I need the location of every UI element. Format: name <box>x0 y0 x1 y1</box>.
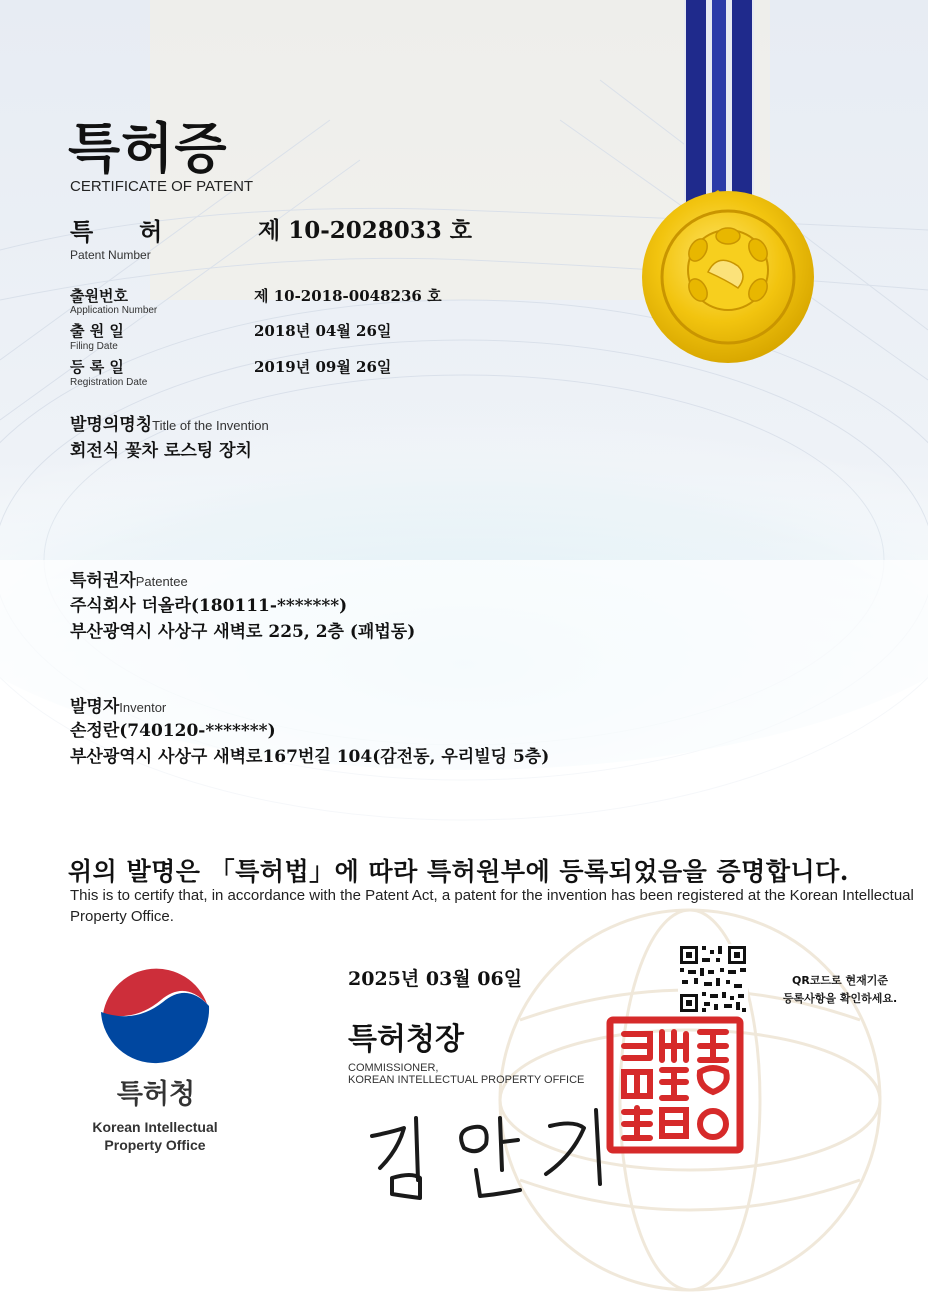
certification-statement-ko: 위의 발명은 「특허법」에 따라 특허원부에 등록되었음을 증명합니다. <box>68 857 849 886</box>
certification-statement-en: This is to certify that, in accordance with the Patent Act, a patent for the invention has been registered at the Korean Intellectual Property Office. <box>70 887 914 925</box>
invention-title-label <box>70 410 269 435</box>
inventor-address: 부산광역시 사상구 새벽로167번길 104(감전동, 우리빌딩 5층) <box>70 747 550 767</box>
filing-date-label: 출 원 일 <box>70 322 124 340</box>
application-number-value: 제 10-2018-0048236 호 <box>254 287 442 305</box>
commissioner-title: 특허청장 <box>348 1022 464 1057</box>
filing-date-value: 2018년 04월 26일 <box>254 322 392 340</box>
patentee-label <box>70 566 188 591</box>
filing-date-label-en: Filing Date <box>70 341 118 352</box>
office-name-ko: 특허청 <box>116 1079 196 1110</box>
qr-note <box>760 972 920 1008</box>
registration-date-label-en: Registration Date <box>70 377 148 388</box>
patentee-address: 부산광역시 사상구 새벽로 225, 2층 (괘법동) <box>70 622 416 642</box>
invention-title-label-ko: 발명의명칭 <box>70 415 153 435</box>
qr-note-line2: 등록사항을 확인하세요. <box>782 992 898 1005</box>
invention-title: 회전식 꽃차 로스팅 장치 <box>70 441 252 461</box>
inventor-label <box>70 692 166 717</box>
patent-number-value: 제 10-2028033 호 <box>258 217 473 244</box>
qr-code <box>678 944 748 1014</box>
inventor-label-en: Inventor <box>119 700 167 715</box>
issue-date: 2025년 03월 06일 <box>348 968 523 990</box>
commissioner-title-en-line2: KOREAN INTELLECTUAL PROPERTY OFFICE <box>348 1074 585 1086</box>
commissioner-title-en-line1: COMMISSIONER, <box>348 1062 439 1074</box>
patent-number-label: 특허 <box>70 218 209 246</box>
registration-date-label: 등 록 일 <box>70 358 124 376</box>
gold-medal-seal <box>642 190 814 363</box>
patentee-label-en: Patentee <box>135 574 188 589</box>
application-number-label: 출원번호 <box>70 287 128 305</box>
certificate-subtitle: CERTIFICATE OF PATENT <box>70 178 254 195</box>
application-number-label-en: Application Number <box>70 305 158 316</box>
invention-title-label-en: Title of the Invention <box>152 418 269 433</box>
patentee-name: 주식회사 더올라(180111-*******) <box>70 596 348 616</box>
inventor-name: 손정란(740120-*******) <box>70 721 276 741</box>
office-name-en-line1: Korean Intellectual <box>92 1119 218 1135</box>
inventor-label-ko: 발명자 <box>70 697 120 717</box>
office-name-en <box>70 1118 240 1154</box>
certificate-title: 특허증 <box>68 117 228 180</box>
registration-date-value: 2019년 09월 26일 <box>254 358 392 376</box>
commissioner-title-en <box>348 1062 584 1086</box>
patentee-label-ko: 특허권자 <box>70 571 136 591</box>
office-name-en-line2: Property Office <box>104 1137 206 1153</box>
patent-number-label-en: Patent Number <box>70 248 151 262</box>
qr-note-line1: QR코드로 현재기준 <box>791 974 889 987</box>
